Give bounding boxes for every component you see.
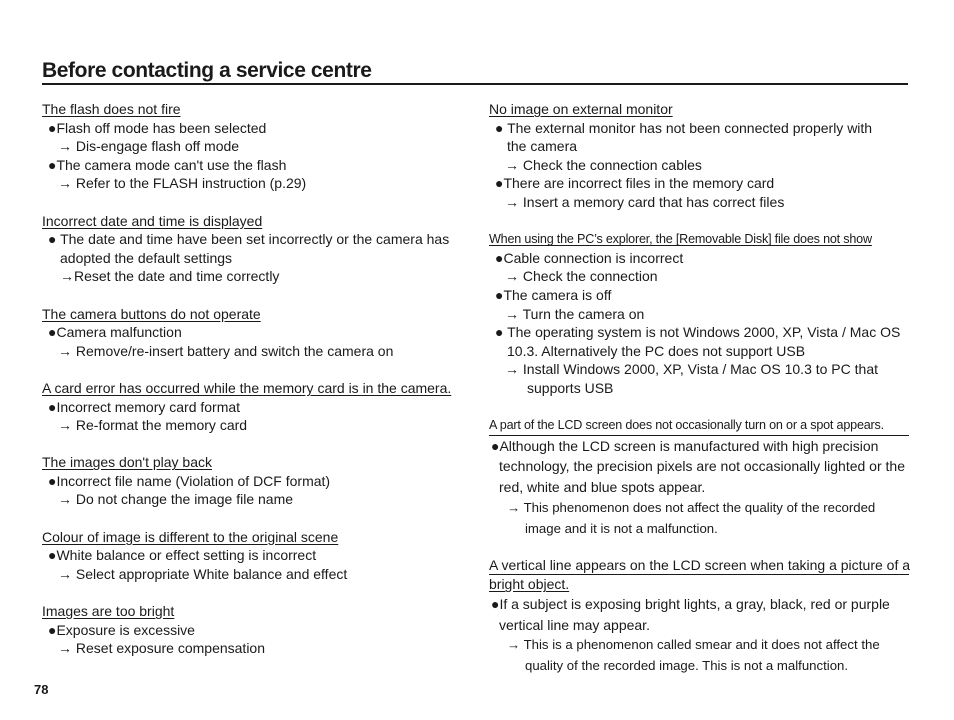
page-title: Before contacting a service centre bbox=[42, 59, 908, 85]
cause-item: ●If a subject is exposing bright lights, a gray, black, red or purple bbox=[491, 595, 890, 612]
cause-item: ● The date and time have been set incorrectly or the camera has bbox=[48, 231, 450, 248]
solution-item: →Reset the date and time correctly bbox=[60, 268, 280, 285]
cause-item-continued: adopted the default settings bbox=[60, 249, 233, 266]
solution-item: → Dis-engage flash off mode bbox=[58, 138, 240, 155]
solution-item-continued: supports USB bbox=[527, 379, 614, 396]
solution-item: → Reset exposure compensation bbox=[58, 640, 265, 657]
note-item: → This is a phenomenon called smear and it does not affect the bbox=[507, 637, 880, 653]
cause-item: ●Exposure is excessive bbox=[48, 621, 195, 638]
note-item: → This phenomenon does not affect the quality of the recorded bbox=[507, 500, 876, 516]
cause-item-continued: the camera bbox=[507, 138, 578, 155]
cause-item: ●Cable connection is incorrect bbox=[495, 249, 684, 266]
left-column bbox=[42, 100, 462, 658]
solution-item: → Check the connection cables bbox=[505, 156, 702, 173]
cause-item: ●Incorrect file name (Violation of DCF format) bbox=[48, 472, 331, 489]
note-item-continued: quality of the recorded image. This is not a malfunction. bbox=[525, 658, 849, 674]
section-heading: Colour of image is different to the original scene bbox=[42, 528, 339, 545]
solution-item: → Insert a memory card that has correct files bbox=[505, 193, 785, 210]
cause-item: ●Flash off mode has been selected bbox=[48, 119, 267, 136]
cause-item: ●White balance or effect setting is incorrect bbox=[48, 547, 317, 564]
solution-item: → Re-format the memory card bbox=[58, 417, 248, 434]
page-number: 78 bbox=[34, 682, 49, 697]
section-heading: A part of the LCD screen does not occasionally turn on or a spot appears. bbox=[489, 416, 909, 436]
section-heading: No image on external monitor bbox=[489, 101, 673, 117]
right-column bbox=[489, 100, 909, 677]
section-too-bright bbox=[42, 602, 462, 658]
section-heading: A card error has occurred while the memory card is in the camera. bbox=[42, 379, 452, 396]
note-item-continued: image and it is not a malfunction. bbox=[525, 520, 718, 536]
section-heading: The camera buttons do not operate bbox=[42, 305, 261, 322]
cause-item: ●The camera is off bbox=[495, 286, 612, 303]
solution-item: → Remove/re-insert battery and switch the camera on bbox=[58, 342, 394, 359]
section-card-error bbox=[42, 379, 462, 435]
cause-item-continued: technology, the precision pixels are not occasionally lighted or the bbox=[499, 458, 905, 475]
cause-item: ●The camera mode can't use the flash bbox=[48, 156, 287, 173]
cause-item-continued: 10.3. Alternatively the PC does not support USB bbox=[507, 342, 806, 359]
cause-item: ●Camera malfunction bbox=[48, 324, 182, 341]
cause-item-continued: red, white and blue spots appear. bbox=[499, 479, 706, 496]
section-heading: Images are too bright bbox=[42, 603, 175, 620]
section-flash bbox=[42, 100, 462, 193]
cause-item: ●Although the LCD screen is manufactured with high precision bbox=[491, 437, 879, 454]
section-removable-disk bbox=[489, 230, 909, 397]
section-heading: The flash does not fire bbox=[42, 101, 181, 117]
cause-item: ● The operating system is not Windows 2000, XP, Vista / Mac OS bbox=[495, 324, 901, 341]
cause-item: ●Incorrect memory card format bbox=[48, 398, 241, 415]
section-heading: When using the PC’s explorer, the [Removable Disk] file does not show bbox=[489, 232, 872, 247]
section-colour bbox=[42, 528, 462, 584]
solution-item: → Turn the camera on bbox=[505, 305, 645, 322]
section-heading-continued: bright object. bbox=[489, 576, 570, 593]
cause-item: ● The external monitor has not been connected properly with bbox=[495, 119, 873, 136]
solution-item: → Select appropriate White balance and effect bbox=[58, 565, 348, 582]
section-playback bbox=[42, 453, 462, 509]
section-vertical-line bbox=[489, 556, 909, 677]
section-heading: A vertical line appears on the LCD screen when taking a picture of a bbox=[489, 556, 909, 576]
cause-item-continued: vertical line may appear. bbox=[499, 616, 650, 633]
section-buttons bbox=[42, 305, 462, 361]
section-external-monitor bbox=[489, 100, 909, 212]
solution-item: → Refer to the FLASH instruction (p.29) bbox=[58, 175, 307, 192]
solution-item: → Install Windows 2000, XP, Vista / Mac OS 10.3 to PC that bbox=[505, 361, 878, 378]
section-lcd-spot bbox=[489, 416, 909, 540]
solution-item: → Do not change the image file name bbox=[58, 491, 294, 508]
solution-item: → Check the connection bbox=[505, 268, 658, 285]
section-date-time bbox=[42, 212, 462, 286]
section-heading: The images don't play back bbox=[42, 454, 212, 471]
cause-item: ●There are incorrect files in the memory card bbox=[495, 175, 775, 192]
section-heading: Incorrect date and time is displayed bbox=[42, 212, 263, 229]
